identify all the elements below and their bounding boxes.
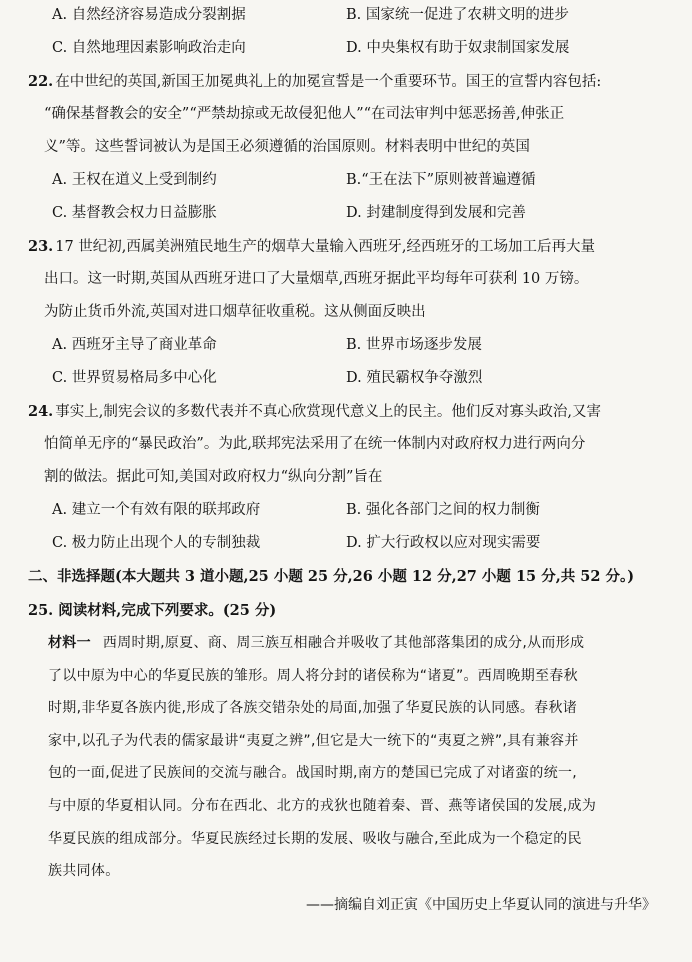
material-line-6: 与中原的华夏相认同。分布在西北、北方的戎狄也随着秦、晋、燕等诸侯国的发展,成为 <box>48 797 597 814</box>
material-line-2: 了以中原为中心的华夏民族的雏形。周人将分封的诸侯称为“诸夏”。西周晚期至春秋 <box>48 667 578 684</box>
q21-option-c: C. 自然地理因素影响政治走向 <box>52 40 246 56</box>
material-line-8: 族共同体。 <box>48 863 120 880</box>
q22-option-d: D. 封建制度得到发展和完善 <box>346 205 526 221</box>
q22-option-c: C. 基督教会权力日益膨胀 <box>52 205 217 221</box>
q22-line-1: 22. 在中世纪的英国,新国王加冕典礼上的加冕宣誓是一个重要环节。国王的宣誓内容包括: <box>28 73 602 90</box>
q24-option-d: D. 扩大行政权以应对现实需要 <box>346 535 541 551</box>
q23-number: 23. <box>28 238 54 255</box>
material-line-3: 时期,非华夏各族内徙,形成了各族交错杂处的局面,加强了华夏民族的认同感。春秋诸 <box>48 700 578 717</box>
material-source: ——摘编自刘正寅《中国历史上华夏认同的演进与升华》 <box>306 896 656 913</box>
question-25 <box>28 594 662 922</box>
material-line-7: 华夏民族的组成部分。华夏民族经过长期的发展、吸收与融合,至此成为一个稳定的民 <box>48 830 582 847</box>
q23-line-3: 为防止货币外流,英国对进口烟草征收重税。这从侧面反映出 <box>44 304 426 320</box>
q22-option-b: B.“王在法下”原则被普遍遵循 <box>346 172 536 188</box>
q24-number: 24. <box>28 403 54 420</box>
material-line-1: 材料一 西周时期,原夏、商、周三族互相融合并吸收了其他部落集团的成分,从而形成 <box>48 635 585 651</box>
q22-line-3: 义”等。这些誓词被认为是国王必须遵循的治国原则。材料表明中世纪的英国 <box>44 139 530 155</box>
material-label: 材料一 <box>48 635 91 651</box>
q23-line-1: 23. 17 世纪初,西属美洲殖民地生产的烟草大量输入西班牙,经西班牙的工场加工后再大量 <box>28 238 596 255</box>
q24-options <box>44 494 662 560</box>
section-title: 二、非选择题(本大题共 3 道小题,25 小题 25 分,26 小题 12 分,27 小题 15 分,共 52 分。) <box>28 568 635 585</box>
q25-header: 25. 阅读材料,完成下列要求。(25 分) <box>28 602 277 619</box>
q23-option-a: A. 西班牙主导了商业革命 <box>52 337 217 353</box>
q24-option-b: B. 强化各部门之间的权力制衡 <box>346 502 540 518</box>
question-24 <box>28 395 662 560</box>
q24-line-2: 怕简单无序的“暴民政治”。为此,联邦宪法采用了在统一体制内对政府权力进行两向分 <box>44 436 586 452</box>
q21-option-a: A. 自然经济容易造成分裂割据 <box>52 7 246 23</box>
material-line-4: 家中,以孔子为代表的儒家最讲“夷夏之辨”,但它是大一统下的“夷夏之辨”,具有兼容并 <box>48 732 579 749</box>
material-line-5: 包的一面,促进了民族间的交流与融合。战国时期,南方的楚国已完成了对诸蛮的统一, <box>48 765 578 782</box>
q22-options <box>44 164 662 230</box>
q21-option-b: B. 国家统一促进了农耕文明的进步 <box>346 7 569 23</box>
q23-option-c: C. 世界贸易格局多中心化 <box>52 370 217 386</box>
q24-option-c: C. 极力防止出现个人的专制独裁 <box>52 535 261 551</box>
q24-line-3: 割的做法。据此可知,美国对政府权力“纵向分割”旨在 <box>44 469 383 485</box>
question-22 <box>28 65 662 230</box>
q22-option-a: A. 王权在道义上受到制约 <box>52 172 217 188</box>
question-23 <box>28 230 662 395</box>
material-one <box>44 627 662 888</box>
q22-line-2: “确保基督教会的安全”“严禁劫掠或无故侵犯他人”“在司法审判中惩恶扬善,伸张正 <box>44 106 565 122</box>
q24-option-a: A. 建立一个有效有限的联邦政府 <box>52 502 261 518</box>
q23-option-d: D. 殖民霸权争夺激烈 <box>346 370 483 386</box>
q22-number: 22. <box>28 73 54 90</box>
q23-line-2: 出口。这一时期,英国从西班牙进口了大量烟草,西班牙据此平均每年可获利 10 万镑。 <box>44 271 589 287</box>
q24-line-1: 24. 事实上,制宪会议的多数代表并不真心欣赏现代意义上的民主。他们反对寡头政治,又害 <box>28 403 601 420</box>
q21-option-d: D. 中央集权有助于奴隶制国家发展 <box>346 40 570 56</box>
q21-options <box>44 0 662 65</box>
q23-option-b: B. 世界市场逐步发展 <box>346 337 482 353</box>
q23-options <box>44 329 662 395</box>
